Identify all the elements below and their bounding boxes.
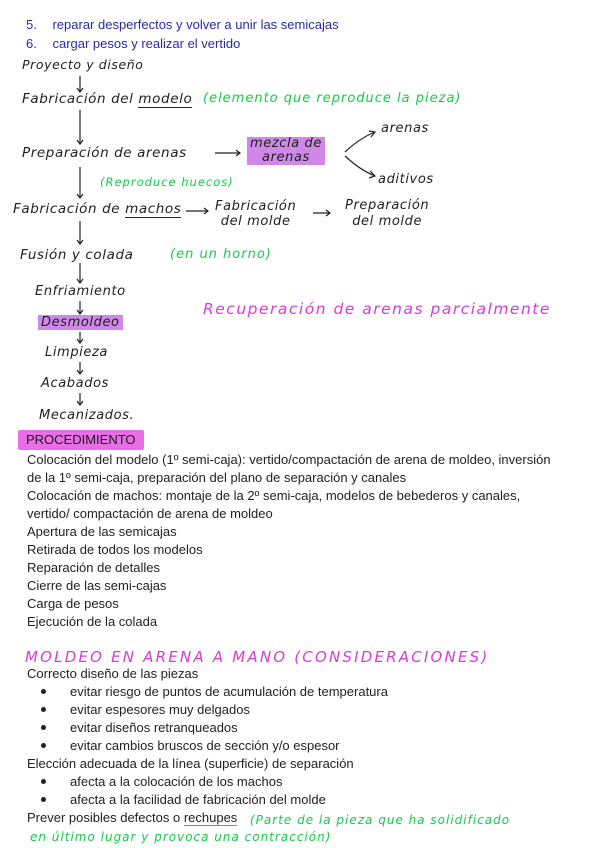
procedimiento-line: vertido/ compactación de arena de moldeo bbox=[27, 506, 273, 521]
prever-prefix: Prever posibles defectos o bbox=[27, 810, 181, 825]
fab-machos-word: machos bbox=[125, 201, 182, 217]
procedimiento-line: Carga de pesos bbox=[27, 596, 119, 611]
prep-molde-line1: Preparación bbox=[345, 198, 430, 213]
moldeo-prever bbox=[27, 810, 237, 825]
procedimiento-line: de la 1º semi-caja, preparación del plano de separación y canales bbox=[27, 470, 407, 485]
list-number: 5. bbox=[26, 17, 37, 32]
fab-modelo-word: modelo bbox=[138, 91, 193, 107]
flow-prep-molde bbox=[345, 198, 429, 230]
procedimiento-line: Colocación del modelo (1º semi-caja): vertido/compactación de arena de moldeo, inversión bbox=[27, 452, 551, 467]
bullet bbox=[41, 707, 46, 712]
flow-limpieza: Limpieza bbox=[45, 345, 108, 360]
diseno-bullet: evitar riesgo de puntos de acumulación de temperatura bbox=[70, 684, 388, 699]
fab-modelo-note: (elemento que reproduce la pieza) bbox=[203, 91, 462, 106]
flow-desmoldeo: Desmoldeo bbox=[38, 315, 123, 330]
bullet bbox=[41, 743, 46, 748]
procedimiento-line: Retirada de todos los modelos bbox=[27, 542, 203, 557]
eleccion-bullet: afecta a la colocación de los machos bbox=[70, 774, 283, 789]
mezcla-line2: arenas bbox=[262, 150, 310, 165]
fab-molde-line1: Fabricación bbox=[215, 199, 297, 214]
list-number: 6. bbox=[26, 36, 37, 51]
list-text: reparar desperfectos y volver a unir las semicajas bbox=[52, 17, 339, 32]
mezcla-line1: mezcla de bbox=[250, 136, 322, 151]
prep-molde-line2: del molde bbox=[352, 214, 423, 229]
fab-modelo-prefix: Fabricación del bbox=[22, 91, 134, 107]
bullet bbox=[41, 797, 46, 802]
flow-fab-molde bbox=[215, 199, 296, 229]
moldeo-eleccion: Elección adecuada de la línea (superficie) de separación bbox=[27, 756, 354, 771]
list-text: cargar pesos y realizar el vertido bbox=[52, 36, 241, 51]
flow-fusion: Fusión y colada bbox=[20, 247, 134, 263]
flow-fab-modelo bbox=[22, 91, 192, 107]
procedimiento-line: Reparación de detalles bbox=[27, 560, 160, 575]
procedimiento-line: Cierre de las semi-cajas bbox=[27, 578, 167, 593]
diseno-bullet: evitar espesores muy delgados bbox=[70, 702, 250, 717]
bullet bbox=[41, 689, 46, 694]
flow-acabados: Acabados bbox=[41, 376, 110, 391]
moldeo-heading: MOLDEO EN ARENA A MANO (CONSIDERACIONES) bbox=[25, 648, 490, 666]
flow-proyecto: Proyecto y diseño bbox=[22, 57, 144, 72]
moldeo-diseno: Correcto diseño de las piezas bbox=[27, 666, 199, 681]
flow-fab-machos bbox=[13, 201, 181, 217]
procedimiento-steps bbox=[27, 451, 551, 631]
eleccion-bullet: afecta a la facilidad de fabricación del molde bbox=[70, 792, 326, 807]
flow-arenas: arenas bbox=[381, 121, 429, 136]
fab-molde-line2: del molde bbox=[220, 214, 291, 229]
fab-machos-prefix: Fabricación de bbox=[13, 201, 121, 217]
bullet bbox=[41, 779, 46, 784]
rechupes-note-2: en último lugar y provoca una contracción) bbox=[30, 830, 332, 844]
procedimiento-line: Apertura de las semicajas bbox=[27, 524, 177, 539]
rechupes-note-1: (Parte de la pieza que ha solidificado bbox=[250, 813, 511, 827]
mezcla-arenas-highlight bbox=[247, 137, 325, 165]
procedimiento-line: Ejecución de la colada bbox=[27, 614, 158, 629]
procedimiento-title: PROCEDIMIENTO bbox=[18, 430, 144, 450]
reproduce-huecos-note: (Reproduce huecos) bbox=[100, 175, 234, 189]
prever-rechupes: rechupes bbox=[183, 810, 238, 825]
procedimiento-line: Colocación de machos: montaje de la 2º semi-caja, modelos de bebederos y canales, bbox=[27, 488, 521, 503]
en-horno-note: (en un horno) bbox=[170, 247, 272, 262]
flow-mecanizados: Mecanizados. bbox=[39, 408, 135, 423]
bullet bbox=[41, 725, 46, 730]
diseno-bullet: evitar diseños retranqueados bbox=[70, 720, 238, 735]
recuperacion-note: Recuperación de arenas parcialmente bbox=[203, 300, 551, 318]
flow-aditivos: aditivos bbox=[378, 172, 434, 187]
flow-prep-arenas: Preparación de arenas bbox=[22, 145, 187, 161]
flow-enfriamiento: Enfriamiento bbox=[35, 284, 126, 299]
diseno-bullet: evitar cambios bruscos de sección y/o espesor bbox=[70, 738, 340, 753]
